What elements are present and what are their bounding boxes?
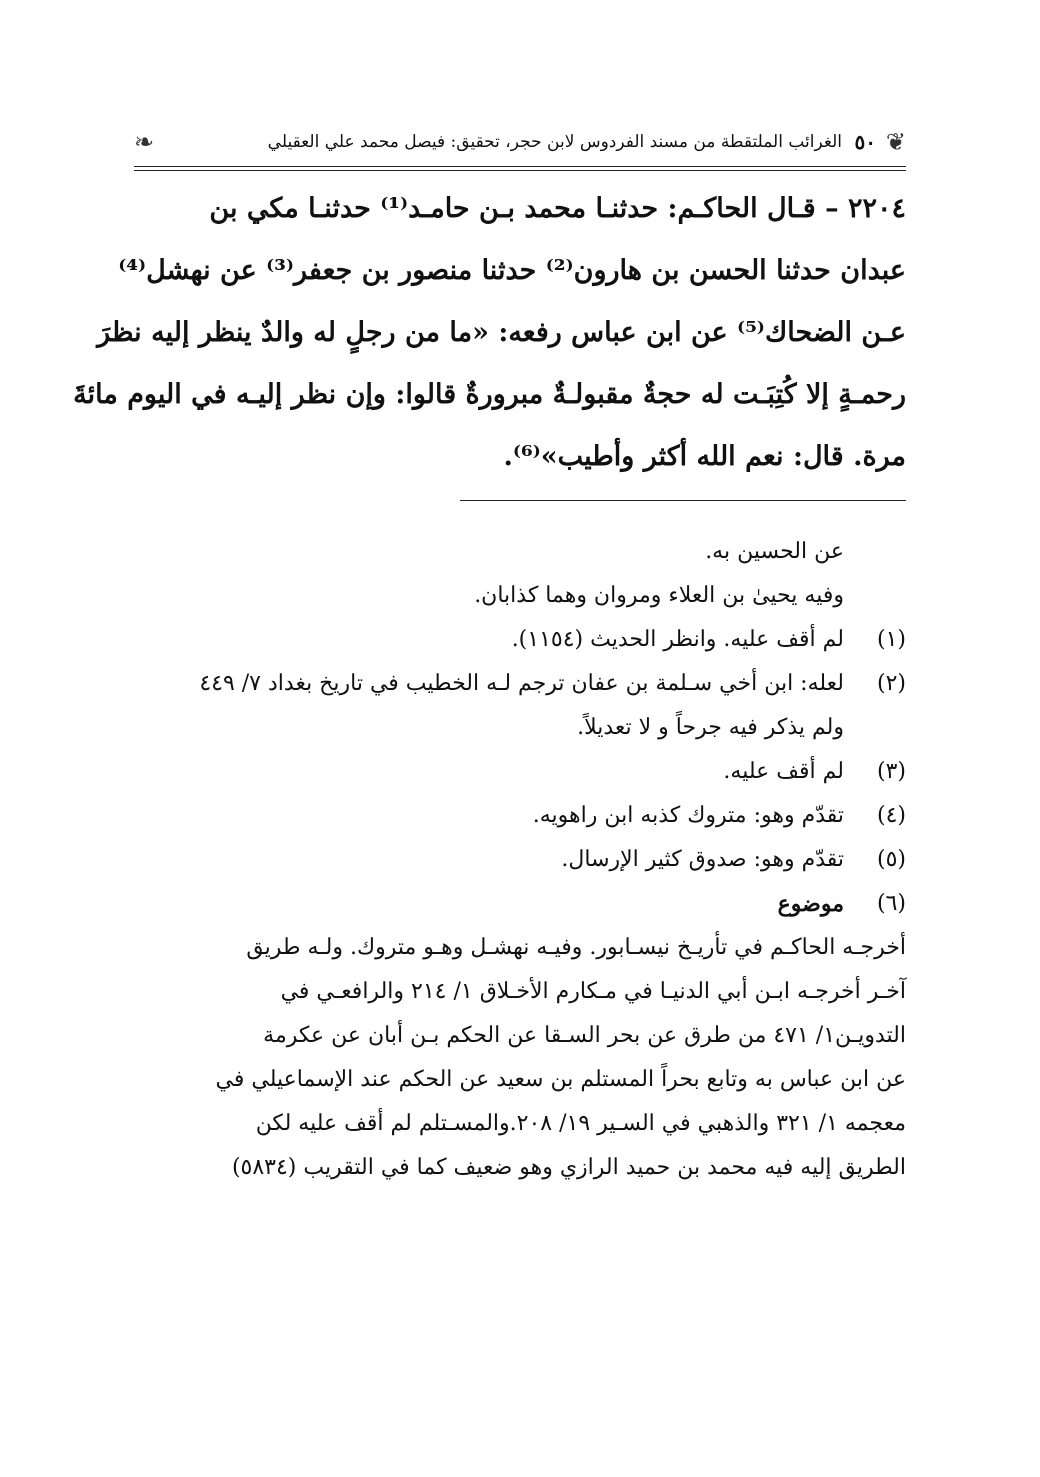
footnote-4 <box>134 794 906 838</box>
footnote-2 <box>134 662 906 750</box>
footnote-line: الطريق إليه فيه محمد بن حميد الرازي وهو ضعيف كما في التقريب (٥٨٣٤) <box>231 1155 906 1180</box>
footnote-line: لم أقف عليه. <box>723 759 844 784</box>
footnote-line: عن ابن عباس به وتابع بحراً المستلم بن سعيد عن الحكم عند الإسماعيلي في <box>215 1067 906 1092</box>
footnote-line: وفيه يحيىٰ بن العلاء ومروان وهما كذابان. <box>474 583 844 608</box>
footnote-5 <box>134 838 906 882</box>
hadith-line: ٢٢٠٤ – قـال الحاكـم: حدثنـا محمد بـن حامـد⁽¹⁾ حدثنـا مكي بن <box>209 193 906 224</box>
hadith-line: رحمـةٍ إلا كُتِبَـت له حجةٌ مقبولـةٌ مبرورةٌ قالوا: وإن نظر إليـه في اليوم مائةَ <box>73 379 906 410</box>
footnote-verdict: موضوع <box>777 891 844 917</box>
footnote-number: (٦) <box>876 891 906 916</box>
header-ornament-right-icon: ❦ <box>885 128 906 156</box>
footnote-number: (٤) <box>876 803 906 828</box>
header-rule <box>134 166 906 171</box>
footnote-line: لم أقف عليه. وانظر الحديث (١١٥٤). <box>511 627 844 652</box>
footnote-number: (٣) <box>876 759 906 784</box>
footnote-number: (٥) <box>876 847 906 872</box>
footnote-6 <box>134 882 906 926</box>
footnote-1 <box>134 618 906 662</box>
footnote-number: (١) <box>876 627 906 652</box>
footnote-line: آخـر أخرجـه ابـن أبي الدنيـا في مـكارم الأخـلاق ١/ ٢١٤ والرافعـي في <box>280 979 906 1004</box>
footnote-line: لعله: ابن أخي سـلمة بن عفان ترجم لـه الخطيب في تاريخ بغداد ٧/ ٤٤٩ <box>199 671 844 696</box>
footnote-divider <box>460 500 906 501</box>
footnote-line: عن الحسين به. <box>705 539 844 564</box>
footnote-3 <box>134 750 906 794</box>
hadith-line: مرة. قال: نعم الله أكثر وأطيب»⁽⁶⁾. <box>503 441 906 472</box>
hadith-line: عبدان حدثنا الحسن بن هارون⁽²⁾ حدثنا منصور بن جعفر⁽³⁾ عن نهشل⁽⁴⁾ <box>118 255 906 286</box>
footnote-line: التدويـن١/ ٤٧١ من طرق عن بحر السـقا عن الحكم بـن أبان عن عكرمة <box>263 1023 906 1048</box>
footnote-number: (٢) <box>876 671 906 696</box>
footnote-line: تقدّم وهو: متروك كذبه ابن راهويه. <box>532 803 844 828</box>
header-title: الغرائب الملتقطة من مسند الفردوس لابن حجر، تحقيق: فيصل محمد علي العقيلي <box>267 132 842 152</box>
footnote-6-body <box>134 926 906 1190</box>
footnote-line: ولم يذكر فيه جرحاً و لا تعديلاً. <box>577 715 844 740</box>
hadith-text <box>73 178 906 488</box>
footnote-continuation <box>134 530 906 618</box>
page-number: ٥٠ <box>854 130 876 154</box>
footnote-line: أخرجـه الحاكـم في تأريـخ نيسـابور. وفيـه نهشـل وهـو متروك. ولـه طريق <box>246 935 906 960</box>
running-header <box>134 128 906 162</box>
header-ornament-left-icon: ❧ <box>134 128 155 156</box>
footnotes <box>134 530 906 1190</box>
footnote-line: تقدّم وهو: صدوق كثير الإرسال. <box>561 847 844 872</box>
footnote-line: معجمه ١/ ٣٢١ والذهبي في السـير ١٩/ ٢٠٨.والمسـتلم لم أقف عليه لكن <box>255 1111 906 1136</box>
hadith-line: عـن الضحاك⁽⁵⁾ عن ابن عباس رفعه: «ما من رجلٍ له والدٌ ينظر إليه نظرَ <box>97 317 906 348</box>
